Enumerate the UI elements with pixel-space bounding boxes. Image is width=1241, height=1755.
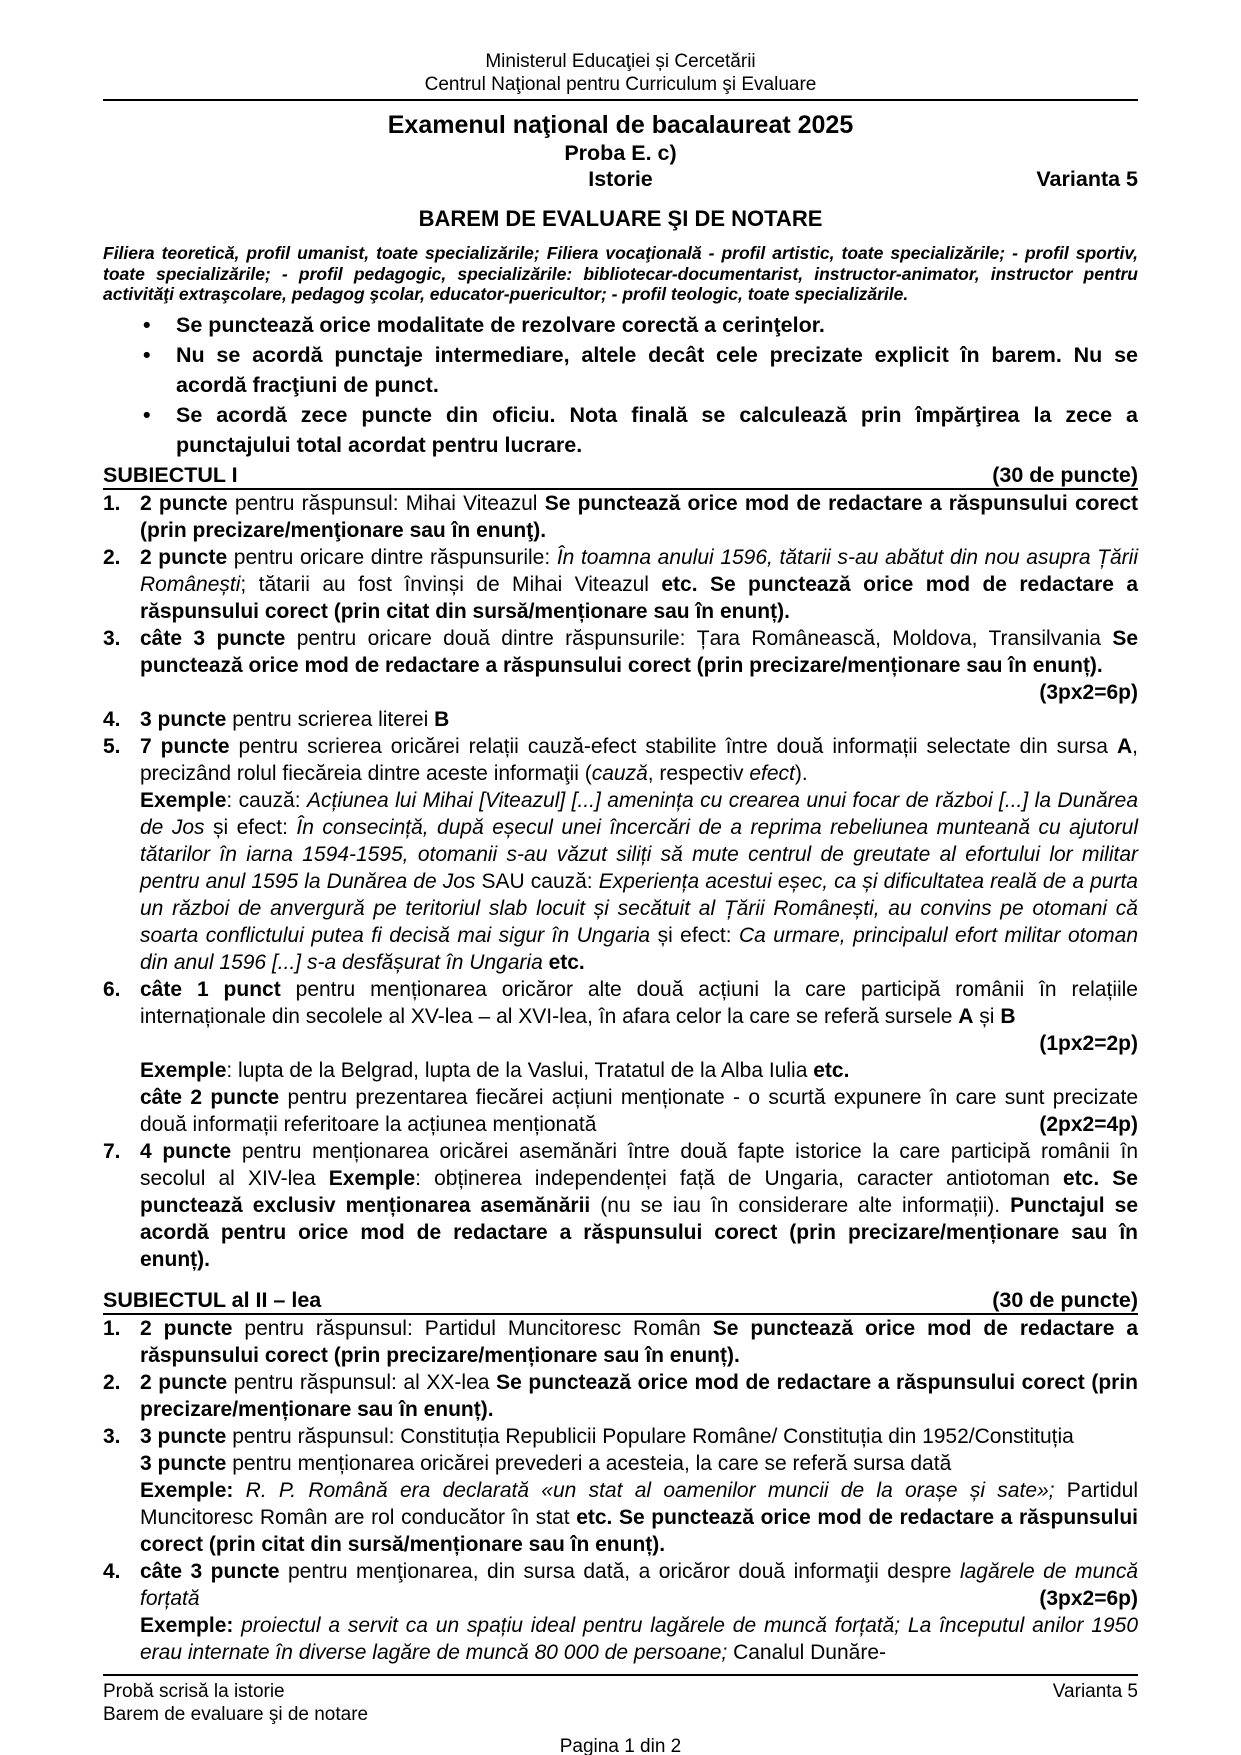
- item-paragraph: [140, 544, 1138, 625]
- text-run: și efect:: [204, 815, 297, 839]
- rubric-item: [103, 733, 1138, 976]
- item-body: [140, 976, 1138, 1138]
- text-run: cauză: [591, 761, 648, 785]
- text-run: proiectul a servit ca un spațiu ideal pentru lagărele de muncă forțată; La începutul anilor 1950 erau internate în diverse lagăre de muncă 80 000 de persoane;: [140, 1613, 1138, 1664]
- text-run: (nu se iau în considerare alte informații).: [600, 1193, 1011, 1217]
- text-run: ; tătarii au fost învinși de Mihai Viteazul: [240, 572, 662, 596]
- text-run: câte 3 puncte: [140, 1559, 280, 1583]
- text-run: pentru oricare două dintre răspunsurile: Țara Românească, Moldova, Transilvania: [285, 626, 1113, 650]
- text-run: În toamna anului 1596, tătarii s-au abătut din nou asupra Țării Românești: [140, 545, 1138, 596]
- text-run: câte 1 punct: [140, 977, 281, 1001]
- text-run: Se punctează orice mod de redactare a răspunsului corect (prin precizare/menționare sau în enunț).: [140, 1316, 1139, 1367]
- item-body: [140, 1369, 1138, 1423]
- national-center-line: Centrul Naţional pentru Curriculum şi Evaluare: [424, 74, 817, 95]
- text-run: : lupta de la Belgrad, lupta de la Vaslui, Tratatul de la Alba Iulia: [226, 1058, 814, 1082]
- exam-probe: Proba E. c): [564, 141, 677, 165]
- item-number: 2.: [103, 545, 121, 569]
- text-run: pentru răspunsul: Partidul Muncitoresc Român: [232, 1316, 713, 1340]
- rule-text: Se acordă zece puncte din oficiu. Nota finală se calculează prin împărţirea la zece a punctajului total acordat pentru lucrare.: [176, 402, 1138, 457]
- text-run: Se punctează orice mod de redactare a răspunsului corect (prin precizare/menționare sau în enunț).: [140, 626, 1138, 677]
- item-paragraph: [140, 1450, 1138, 1477]
- text-run: pentru menţionarea, din sursa dată, a oricăror două informaţii despre: [279, 1559, 960, 1583]
- text-run: B: [1000, 1004, 1016, 1028]
- item-paragraph: [140, 1369, 1138, 1423]
- item-paragraph: (3px2=6p): [1039, 680, 1138, 704]
- text-run: 3 puncte: [140, 1451, 227, 1475]
- text-run: : obținerea independenței față de Ungaria, caracter antiotoman: [415, 1166, 1063, 1190]
- text-run: Se punctează orice mod de redactare a răspunsului corect (prin precizare/menționare sau în enunț).: [140, 1370, 1138, 1421]
- text-run: Partidul Muncitoresc Român are rol conducător în stat: [140, 1478, 1138, 1529]
- text-run: Exemple: [328, 1166, 416, 1190]
- subject-row: [103, 166, 1138, 192]
- eligibility-note: Filiera teoretică, profil umanist, toate specializările; Filiera vocaţională - profil artistic, toate specializările; - profil sportiv, toate specializările; - profil pedagogic, specializările: bibliotecar-documentarist, instructor-animator, instructor pentru activităţi extraşcolare, pedagog şcolar, educator-puericultor; - profil teologic, toate specializările.: [103, 243, 1138, 304]
- text-run: Exemple: [140, 1058, 227, 1082]
- item-paragraph: [140, 1612, 1138, 1666]
- item-paragraph: [140, 1315, 1138, 1369]
- item-paragraph: (1px2=2p): [1039, 1031, 1138, 1055]
- rule-item: [103, 400, 1138, 460]
- rubric-item: [103, 1423, 1138, 1558]
- rule-item: [103, 340, 1138, 400]
- sections: [103, 462, 1138, 1666]
- text-run: 2 puncte: [140, 545, 228, 569]
- rule-text: Se punctează orice modalitate de rezolvare corectă a cerinţelor.: [176, 312, 825, 337]
- rule-text: Nu se acordă punctaje intermediare, altele decât cele precizate explicit în barem. Nu se acordă fracţiuni de punct.: [176, 342, 1138, 397]
- item-body: [140, 490, 1138, 544]
- item-number: 3.: [103, 626, 121, 650]
- item-paragraph: [140, 1084, 1138, 1138]
- footer-page-number: Pagina 1 din 2: [559, 1736, 682, 1755]
- text-run: Exemple:: [140, 1613, 234, 1637]
- text-run: 2 puncte: [140, 491, 228, 515]
- item-body: [140, 1315, 1138, 1369]
- text-run: Canalul Dunăre-: [727, 1640, 886, 1664]
- item-paragraph: [140, 1138, 1138, 1273]
- text-run: pentru menționarea oricăror alte două acțiuni la care participă românii în relațiile internaționale din secolele al XV-lea – al XVI-lea, în afara celor la care se referă sursele: [140, 977, 1138, 1028]
- points-marker: (2px2=4p): [1039, 1112, 1138, 1136]
- item-number: 6.: [103, 977, 121, 1001]
- item-paragraph: [140, 1477, 1138, 1558]
- text-run: Exemple:: [140, 1478, 234, 1502]
- text-run: pentru răspunsul: al XX-lea: [227, 1370, 497, 1394]
- item-paragraph: [140, 490, 1138, 544]
- text-run: ).: [794, 761, 808, 785]
- text-run: pentru răspunsul: Constituția Republicii Populare Române/ Constituția din 1952/Constituția: [226, 1424, 1074, 1448]
- text-run: câte 2 puncte: [140, 1085, 280, 1109]
- item-number: 3.: [103, 1424, 121, 1448]
- text-run: pentru răspunsul: Mihai Viteazul: [227, 491, 545, 515]
- text-run: câte 3 puncte: [140, 626, 286, 650]
- section: [103, 1287, 1138, 1666]
- item-body: [140, 625, 1138, 706]
- item-number: 4.: [103, 1559, 121, 1583]
- item-paragraph: [140, 625, 1138, 679]
- rubric-item: [103, 490, 1138, 544]
- rubric-item: [103, 625, 1138, 706]
- footer-variant: Varianta 5: [1052, 1681, 1138, 1702]
- text-run: pentru menționarea oricărei prevederi a acesteia, la care se referă sursa dată: [226, 1451, 952, 1475]
- item-body: [140, 706, 1138, 733]
- text-run: pentru prezentarea fiecărei acțiuni menționate - o scurtă expunere în care sunt precizate două informații referitoare la acțiunea menționată: [140, 1085, 1139, 1136]
- text-run: etc. Se punctează exclusiv menționarea asemănării: [140, 1166, 1138, 1217]
- points-marker: (3px2=6p): [1039, 1586, 1138, 1610]
- item-paragraph: [140, 1423, 1138, 1450]
- rubric-item: [103, 1138, 1138, 1273]
- text-run: 4 puncte: [140, 1139, 232, 1163]
- text-run: A: [958, 1004, 974, 1028]
- item-paragraph: [140, 787, 1138, 976]
- text-run: Acțiunea lui Mihai [Viteazul] [...] amenința cu crearea unui focar de război [...] la Dunărea de Jos: [140, 788, 1138, 839]
- text-run: etc. Se punctează orice mod de redactare a răspunsului corect (prin citat din sursă/menționare sau în enunț).: [140, 1505, 1138, 1556]
- bullet-icon: •: [143, 402, 151, 427]
- text-run: A: [1117, 734, 1133, 758]
- item-number: 4.: [103, 707, 121, 731]
- footer-probe: Probă scrisă la istorie: [103, 1681, 285, 1702]
- item-number: 1.: [103, 491, 121, 515]
- text-run: etc. Se punctează orice mod de redactare a răspunsului corect (prin citat din sursă/menționare sau în enunț).: [140, 572, 1138, 623]
- section-heading: SUBIECTUL al II – lea: [103, 1287, 322, 1312]
- rubric-item: [103, 706, 1138, 733]
- text-run: pentru menționarea oricărei asemănări între două fapte istorice la care participă românii în secolul al XIV-lea: [140, 1139, 1138, 1190]
- item-paragraph: [140, 1558, 1138, 1612]
- item-body: [140, 1423, 1138, 1558]
- text-run: 2 puncte: [140, 1370, 228, 1394]
- text-run: pentru oricare dintre răspunsurile:: [227, 545, 557, 569]
- item-body: [140, 733, 1138, 976]
- header-rule: [103, 99, 1138, 101]
- exam-variant: Varianta 5: [1036, 167, 1138, 191]
- text-run: 7 puncte: [140, 734, 230, 758]
- item-paragraph: [140, 706, 1138, 733]
- text-run: R. P. Română era declarată «un stat al oamenilor muncii de la orașe și sate»;: [233, 1478, 1055, 1502]
- bullet-icon: •: [143, 312, 151, 337]
- text-run: , precizând rolul fiecăreia dintre aceste informaţii (: [140, 734, 1139, 785]
- item-number: 7.: [103, 1139, 121, 1163]
- rubric-item: [103, 1369, 1138, 1423]
- text-run: pentru scrierea oricărei relații cauză-efect stabilite între două informații selectate din sursa: [229, 734, 1117, 758]
- text-run: etc.: [813, 1058, 850, 1082]
- section-points: (30 de puncte): [992, 462, 1138, 487]
- text-run: 3 puncte: [140, 1424, 227, 1448]
- text-run: lagărele de muncă forțată: [140, 1559, 1139, 1610]
- item-body: [140, 1558, 1138, 1666]
- item-paragraph: [140, 976, 1138, 1030]
- text-run: Punctajul se acordă pentru orice mod de redactare a răspunsului corect (prin precizare/menționare sau în enunț).: [140, 1193, 1138, 1271]
- footer-barem: Barem de evaluare şi de notare: [103, 1704, 369, 1725]
- text-run: Se punctează orice mod de redactare a răspunsului corect (prin precizare/menţionare sau în enunţ).: [140, 491, 1138, 542]
- item-paragraph: [140, 1057, 1138, 1084]
- rubric-item: [103, 544, 1138, 625]
- item-number: 1.: [103, 1316, 121, 1340]
- exam-subject: Istorie: [588, 167, 653, 191]
- doc-title: BAREM DE EVALUARE ŞI DE NOTARE: [418, 206, 823, 231]
- exam-title: Examenul naţional de bacalaureat 2025: [387, 111, 854, 139]
- page-footer: [103, 1674, 1138, 1755]
- text-run: Ca urmare, principalul efort militar otoman din anul 1596 [...] s-a desfășurat în Ungaria: [140, 923, 1139, 974]
- ministry-line: Ministerul Educaţiei și Cercetării: [485, 51, 756, 72]
- text-run: efect: [749, 761, 795, 785]
- rubric-item: [103, 976, 1138, 1138]
- bullet-icon: •: [143, 342, 151, 367]
- text-run: și: [973, 1004, 1001, 1028]
- footer-row: [103, 1680, 1138, 1703]
- text-run: 3 puncte: [140, 707, 227, 731]
- text-run: Experiența acestui eșec, ca și dificultatea reală de a purta un război de anvergură pe teritoriul slab locuit și secătuit al Țării Românești, au convins pe otomani că soarta conflictului putea fi decisă mai sigur în Ungaria: [140, 869, 1138, 947]
- rule-item: [103, 310, 1138, 340]
- text-run: Exemple: [140, 788, 227, 812]
- text-run: SAU cauză:: [475, 869, 599, 893]
- page-header: [103, 50, 1138, 96]
- section-points: (30 de puncte): [992, 1287, 1138, 1312]
- section-heading-row: [103, 1287, 1138, 1315]
- text-run: În consecință, după eșecul unei încercări de a reprima rebeliunea munteană cu ajutorul tătarilor în iarna 1594-1595, otomanii s-au văzut siliți să mute centrul de greutate al efortului lor militar pentru anul 1595 la Dunărea de Jos: [140, 815, 1139, 893]
- text-run: : cauză:: [226, 788, 307, 812]
- item-paragraph: [140, 733, 1138, 787]
- rubric-item: [103, 1315, 1138, 1369]
- text-run: B: [434, 707, 450, 731]
- item-number: 2.: [103, 1370, 121, 1394]
- general-rules: [103, 310, 1138, 460]
- text-run: și efect:: [650, 923, 739, 947]
- text-run: , respectiv: [647, 761, 750, 785]
- text-run: 2 puncte: [140, 1316, 233, 1340]
- text-run: etc.: [542, 950, 585, 974]
- item-body: [140, 544, 1138, 625]
- text-run: pentru scrierea literei: [226, 707, 435, 731]
- section-heading-row: [103, 462, 1138, 490]
- section: [103, 462, 1138, 1273]
- rubric-item: [103, 1558, 1138, 1666]
- section-heading: SUBIECTUL I: [103, 462, 238, 487]
- item-number: 5.: [103, 734, 121, 758]
- item-body: [140, 1138, 1138, 1273]
